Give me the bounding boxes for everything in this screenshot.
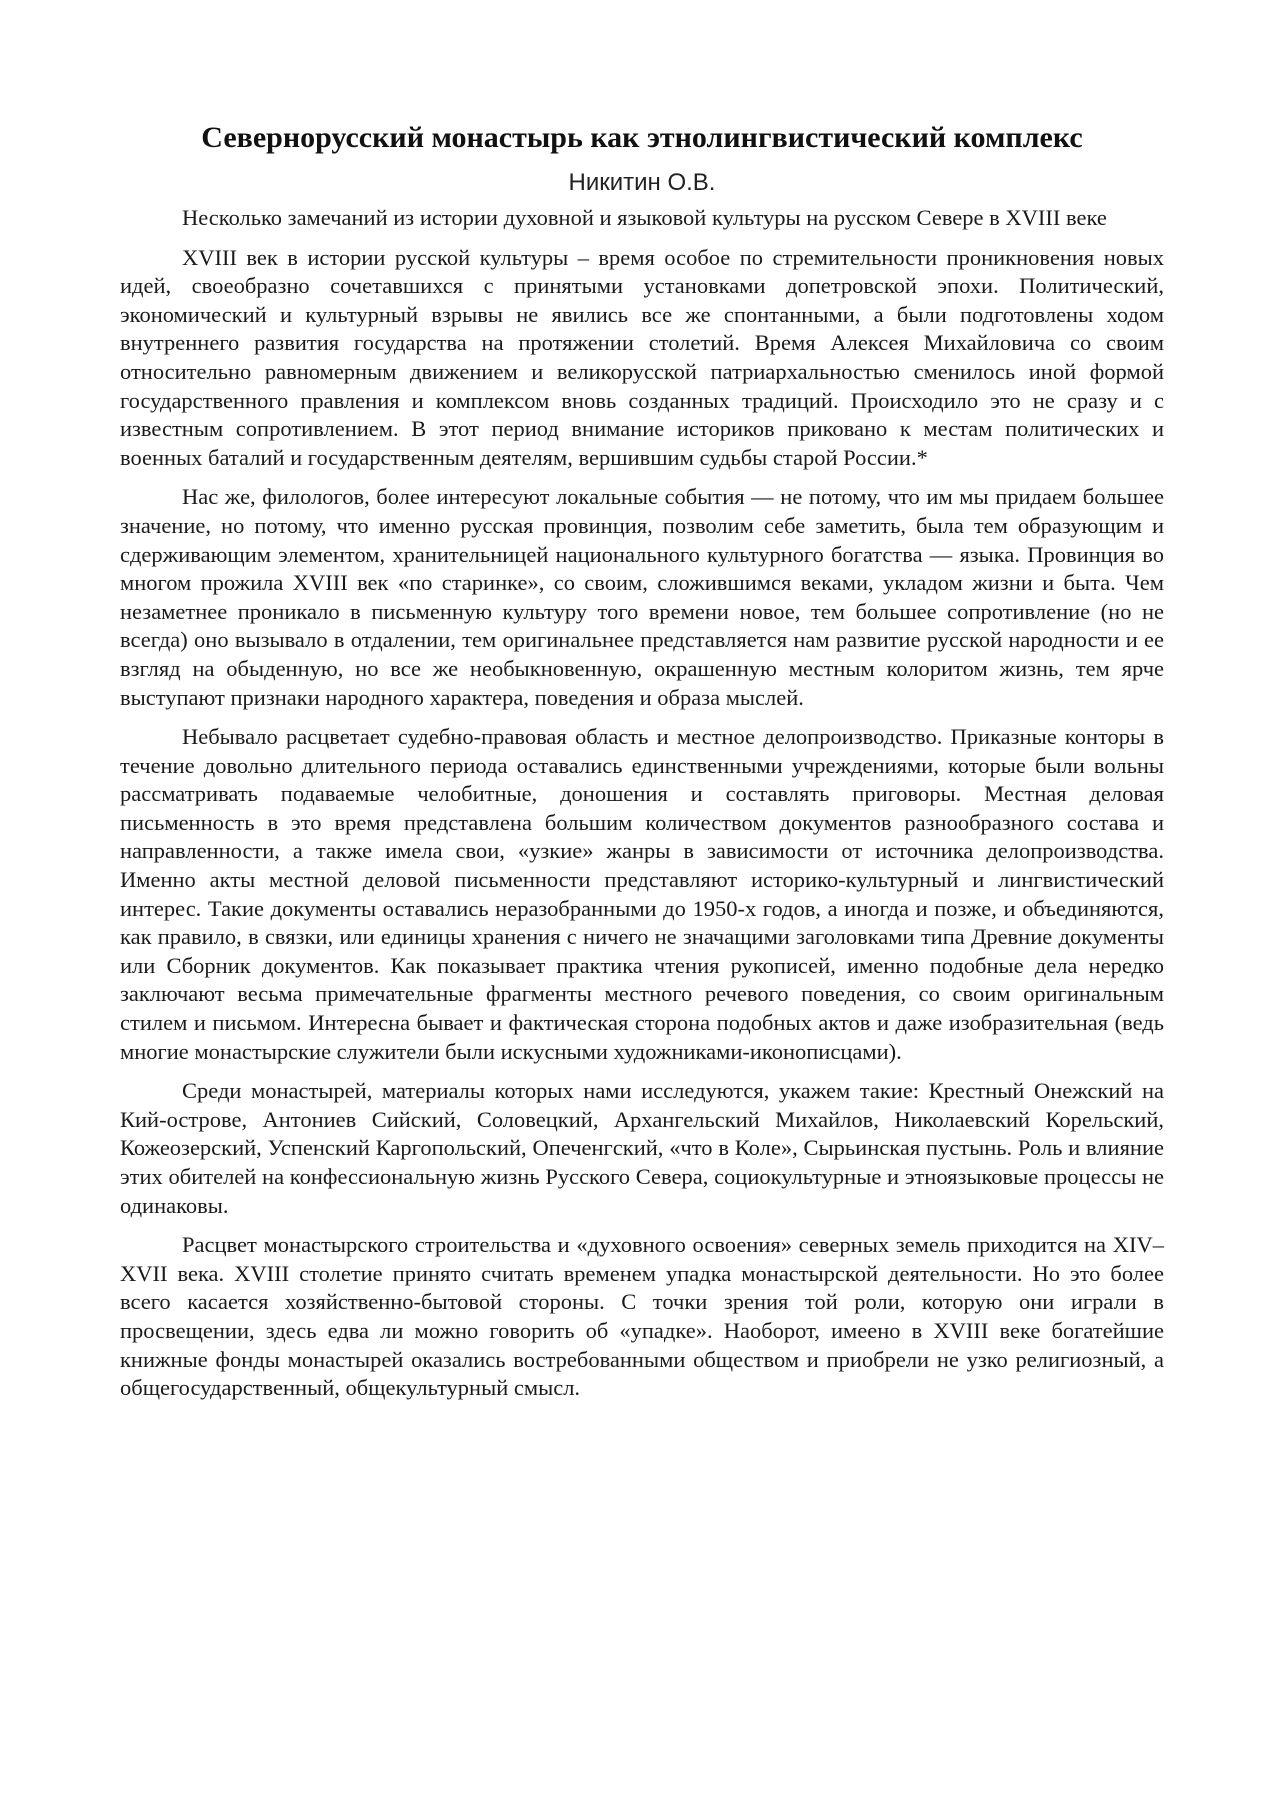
paragraph: Среди монастырей, материалы которых нами исследуются, укажем такие: Крестный Онежский на Кий-острове, Антониев Сийский, Соловецкий, Архангельский Михайлов, Николаевский Корельский, Кожеозерский, Успенский Каргопольский, Опеченгский, «что в Коле», Сырьинская пустынь. Роль и влияние этих обителей на конфессиональную жизнь Русского Севера, социокультурные и этноязыковые процессы не одинаковы. bbox=[120, 1078, 1164, 1218]
paragraph: Несколько замечаний из истории духовной и языковой культуры на русском Севере в XVIII веке bbox=[182, 205, 1107, 230]
document-author: Никитин О.В. bbox=[568, 169, 716, 196]
paragraph: Расцвет монастырского строительства и «духовного освоения» северных земель приходится на XIV–XVII века. XVIII столетие принято считать временем упадка монастырской деятельности. Но это более всего касается хозяйственно-бытовой стороны. С точки зрения той роли, которую они играли в просвещении, здесь едва ли можно говорить об «упадке». Наоборот, имеено в XVIII веке богатейшие книжные фонды монастырей оказались востребованными обществом и приобрели не узко религиозный, а общегосударственный, общекультурный смысл. bbox=[120, 1232, 1164, 1401]
paragraph: XVIII век в истории русской культуры – время особое по стремительности проникновения новых идей, своеобразно сочетавшихся с принятыми установками допетровской эпохи. Политический, экономический и культурный взрывы не явились все же спонтанными, а были подготовлены ходом внутреннего развития государства на протяжении столетий. Время Алексея Михайловича со своим относительно равномерным движением и великорусской патриархальностью сменилось иной формой государственного правления и комплексом вновь созданных традиций. Происходило это не сразу и с известным сопротивлением. В этот период внимание историков приковано к местам политических и военных баталий и государственным деятелям, вершившим судьбы старой России.* bbox=[120, 244, 1164, 470]
paragraph: Нас же, филологов, более интересуют локальные события — не потому, что им мы придаем большее значение, но потому, что именно русская провинция, позволим себе заметить, была тем образующим и сдерживающим элементом, хранительницей национального культурного богатства — языка. Провинция во многом прожила XVIII век «по старинке», со своим, сложившимся веками, укладом жизни и быта. Чем незаметнее проникало в письменную культуру того времени новое, тем большее сопротивление (но не всегда) оно вызывало в отдалении, тем оригинальнее представляется нам развитие русской народности и ее взгляд на обыденную, но все же необыкновенную, окрашенную местным колоритом жизнь, тем ярче выступают признаки народного характера, поведения и образа мыслей. bbox=[120, 484, 1164, 710]
document-title: Севернорусский монастырь как этнолингвистический комплекс bbox=[201, 121, 1083, 154]
paragraph: Небывало расцветает судебно-правовая область и местное делопроизводство. Приказные конторы в течение довольно длительного периода оставались единственными учреждениями, которые были вольны рассматривать подаваемые челобитные, доношения и составлять приговоры. Местная деловая письменность в это время представлена большим количеством документов разнообразного состава и направленности, а также имела свои, «узкие» жанры в зависимости от источника делопроизводства. Именно акты местной деловой письменности представляют историко-культурный и лингвистический интерес. Такие документы оставались неразобранными до 1950-х годов, а иногда и позже, и объединяются, как правило, в связки, или единицы хранения с ничего не значащими заголовками типа Древние документы или Сборник документов. Как показывает практика чтения рукописей, именно подобные дела нередко заключают весьма примечательные фрагменты местного речевого поведения, со своим оригинальным стилем и письмом. Интересна бывает и фактическая сторона подобных актов и даже изобразительная (ведь многие монастырские служители были искусными художниками-иконописцами). bbox=[120, 724, 1164, 1064]
document-page bbox=[120, 118, 1164, 1414]
